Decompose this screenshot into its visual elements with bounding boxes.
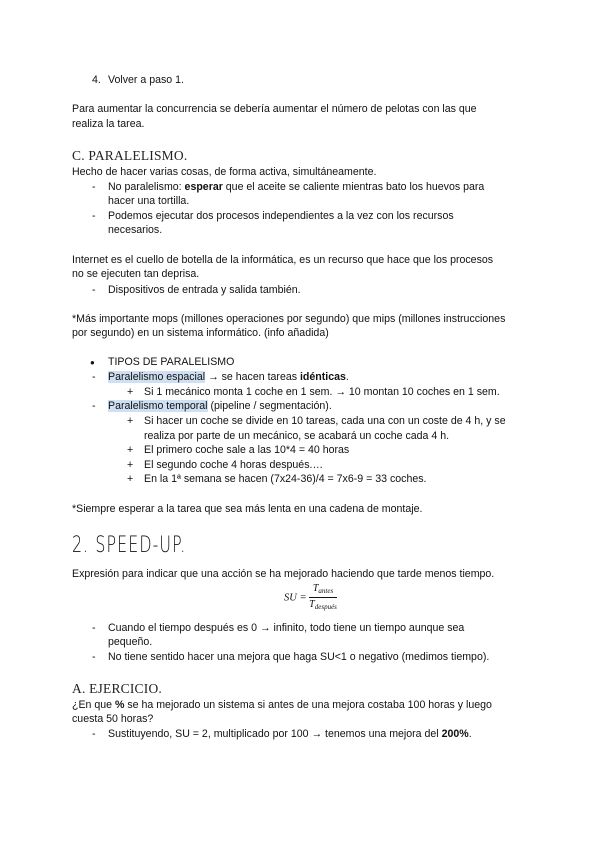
esperar-bold: esperar — [184, 181, 223, 193]
concurrency-paragraph-line1: Para aumentar la concurrencia se debería aumentar el número de pelotas con las que — [72, 103, 477, 115]
question-line1: ¿En que % se ha mejorado un sistema si antes de una mejora costaba 100 horas y luego — [72, 699, 492, 711]
espacial-sub: Si 1 mecánico monta 1 coche en 1 sem. → 10 montan 10 coches en 1 sem. — [144, 386, 500, 398]
section-2-title: 2. SPEED-UP. — [72, 533, 187, 558]
temporal-sub1-line2: realiza por parte de un mecánico, se acabará un coche cada 4 h. — [144, 430, 450, 442]
section-a-title: A. EJERCICIO. — [72, 681, 162, 696]
espacial-line — [108, 371, 349, 384]
bullet-marker: - — [92, 210, 96, 222]
identicas-bold: idénticas — [299, 371, 346, 383]
paralelismo-definition: Hecho de hacer varias cosas, de forma activa, simultáneamente. — [72, 166, 377, 178]
espacial-end: . — [345, 371, 349, 383]
bullet-dot: ● — [90, 358, 95, 367]
answer-line: Sustituyendo, SU = 2, multiplicado por 100 → tenemos una mejora del 200%. — [108, 728, 472, 740]
plus-marker: + — [127, 386, 134, 398]
mips-note-line1: *Más importante mops (millones operaciones por segundo) que mips (millones instrucciones — [72, 313, 506, 325]
speedup-intro: Expresión para indicar que una acción se ha mejorado haciendo que tarde menos tiempo. — [72, 568, 495, 580]
list-item-text: Volver a paso 1. — [108, 74, 184, 86]
espacial-highlight: Paralelismo espacial — [108, 371, 206, 383]
temporal-sub1-line1: Si hacer un coche se divide en 10 tareas, cada una con un coste de 4 h, y se — [144, 415, 506, 427]
procesos-line2: necesarios. — [108, 224, 163, 236]
formula-fraction — [309, 583, 337, 613]
section-c-title: C. PARALELISMO. — [72, 148, 188, 163]
speedup-bullet1-line2: pequeño. — [108, 636, 153, 648]
bullet-marker: - — [92, 284, 96, 296]
plus-marker: + — [127, 459, 134, 471]
list-number: 4. — [92, 74, 101, 86]
temporal-line — [108, 400, 332, 413]
formula-lhs: SU = — [284, 592, 307, 604]
plus-marker: + — [127, 444, 134, 456]
bullet-marker: - — [92, 400, 96, 412]
bullet-marker: - — [92, 728, 96, 740]
plus-marker: + — [127, 415, 134, 427]
no-paralelismo-lead: No paralelismo: — [108, 181, 185, 193]
no-paralelismo-line2: hacer una tortilla. — [108, 195, 190, 207]
bullet-marker: - — [92, 371, 96, 383]
concurrency-paragraph-line2: realiza la tarea. — [72, 118, 145, 130]
montaje-note: *Siempre esperar a la tarea que sea más lenta en una cadena de montaje. — [72, 503, 423, 515]
plus-marker: + — [127, 473, 134, 485]
temporal-sub3: El segundo coche 4 horas después.… — [144, 459, 324, 471]
speedup-formula — [284, 583, 337, 613]
no-paralelismo-line1 — [108, 181, 484, 194]
answer-bold: 200% — [441, 728, 469, 740]
formula-denominator: $T_{después}$ — [309, 599, 337, 611]
temporal-sub4: En la 1ª semana se hacen (7x24-36)/4 = 7x6-9 = 33 coches. — [144, 473, 427, 485]
dispositivos-bullet: Dispositivos de entrada y salida también. — [108, 284, 301, 296]
speedup-bullet1-line1: Cuando el tiempo después es 0 → infinito, todo tiene un tiempo aunque sea — [108, 622, 465, 634]
tipos-heading: TIPOS DE PARALELISMO — [108, 356, 235, 368]
no-paralelismo-rest: que el aceite se caliente mientras bato los huevos para — [222, 181, 485, 193]
procesos-line1: Podemos ejecutar dos procesos independientes a la vez con los recursos — [108, 210, 454, 222]
question-line2: cuesta 50 horas? — [72, 713, 154, 725]
temporal-rest: (pipeline / segmentación). — [207, 400, 332, 412]
temporal-highlight: Paralelismo temporal — [108, 400, 208, 412]
espacial-arrow-text: → se hacen tareas — [205, 371, 300, 383]
bullet-marker: - — [92, 651, 96, 663]
bullet-marker: - — [92, 181, 96, 193]
mips-note-line2: por segundo) en un sistema informático. (info añadida) — [72, 327, 329, 339]
bullet-marker: - — [92, 622, 96, 634]
formula-numerator: $T_{antes}$ — [309, 583, 337, 598]
percent-bold: % — [115, 699, 125, 711]
internet-paragraph-line2: no se ejecuten tan deprisa. — [72, 268, 200, 280]
speedup-bullet2: No tiene sentido hacer una mejora que haga SU<1 o negativo (medimos tiempo). — [108, 651, 490, 663]
internet-paragraph-line1: Internet es el cuello de botella de la informática, es un recurso que hace que los procesos — [72, 254, 494, 266]
temporal-sub2: El primero coche sale a las 10*4 = 40 horas — [144, 444, 350, 456]
